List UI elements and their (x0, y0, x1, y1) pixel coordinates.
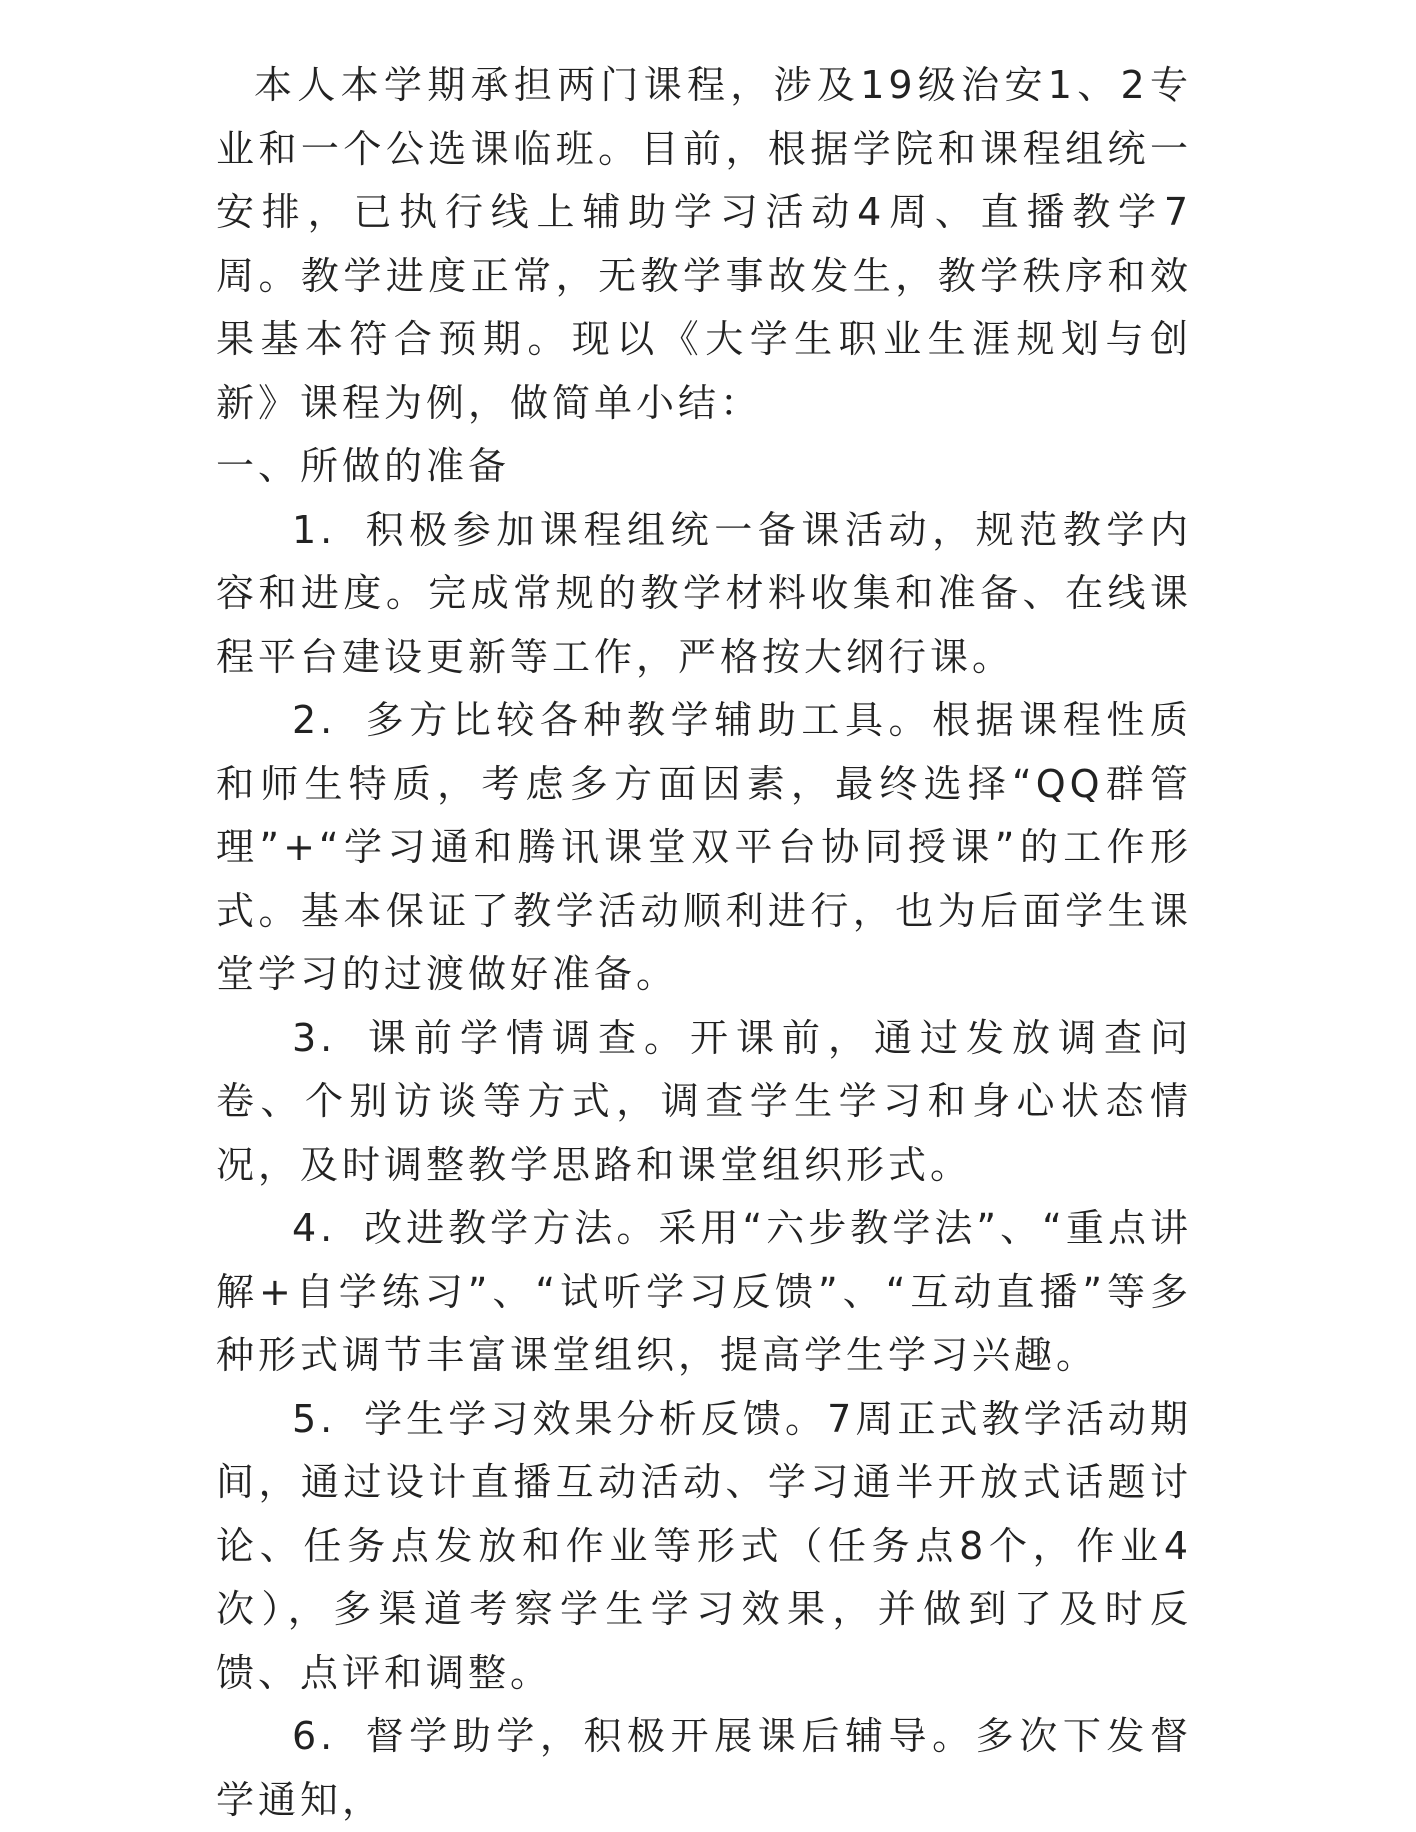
item-text: 学生学习效果分析反馈。7周正式教学活动期间，通过设计直播互动活动、学习通半开放式话题讨论、任务点发放和作业等形式（任务点8个，作业4次），多渠道考察学生学习效果，并做到了及时反馈、点评和调整。 (216, 1396, 1192, 1695)
list-item (216, 1705, 1192, 1832)
item-text: 课前学情调查。开课前，通过发放调查问卷、个别访谈等方式，调查学生学习和身心状态情况，及时调整教学思路和课堂组织形式。 (216, 1015, 1192, 1187)
list-item (216, 689, 1192, 1007)
item-text: 督学助学，积极开展课后辅导。多次下发督学通知， (216, 1714, 1192, 1822)
item-text: 积极参加课程组统一备课活动，规范教学内容和进度。完成常规的教学材料收集和准备、在线课程平台建设更新等工作，严格按大纲行课。 (216, 507, 1192, 679)
section-heading: 一、所做的准备 (216, 444, 511, 488)
list-item (216, 1388, 1192, 1706)
document-body (216, 54, 1192, 1832)
item-number: 6. (292, 1714, 337, 1758)
item-text: 多方比较各种教学辅助工具。根据课程性质和师生特质，考虑多方面因素，最终选择“QQ群管理”+“学习通和腾讯课堂双平台协同授课”的工作形式。基本保证了教学活动顺利进行，也为后面学生课堂学习的过渡做好准备。 (216, 698, 1192, 996)
list-item (216, 1197, 1192, 1388)
item-number: 4. (292, 1206, 337, 1250)
item-number: 3. (292, 1015, 337, 1060)
item-number: 5. (292, 1396, 337, 1441)
list-item (216, 499, 1192, 690)
item-number: 2. (292, 698, 337, 742)
item-text: 改进教学方法。采用“六步教学法”、“重点讲解+自学练习”、“试听学习反馈”、“互动直播”等多种形式调节丰富课堂组织，提高学生学习兴趣。 (216, 1206, 1192, 1377)
intro-paragraph: 本人本学期承担两门课程，涉及19级治安1、2专业和一个公选课临班。目前，根据学院和课程组统一安排，已执行线上辅助学习活动4周、直播教学7周。教学进度正常，无教学事故发生，教学秩序和效果基本符合预期。现以《大学生职业生涯规划与创新》课程为例，做简单小结： (216, 63, 1192, 425)
list-item (216, 1007, 1192, 1198)
item-number: 1. (292, 507, 337, 552)
